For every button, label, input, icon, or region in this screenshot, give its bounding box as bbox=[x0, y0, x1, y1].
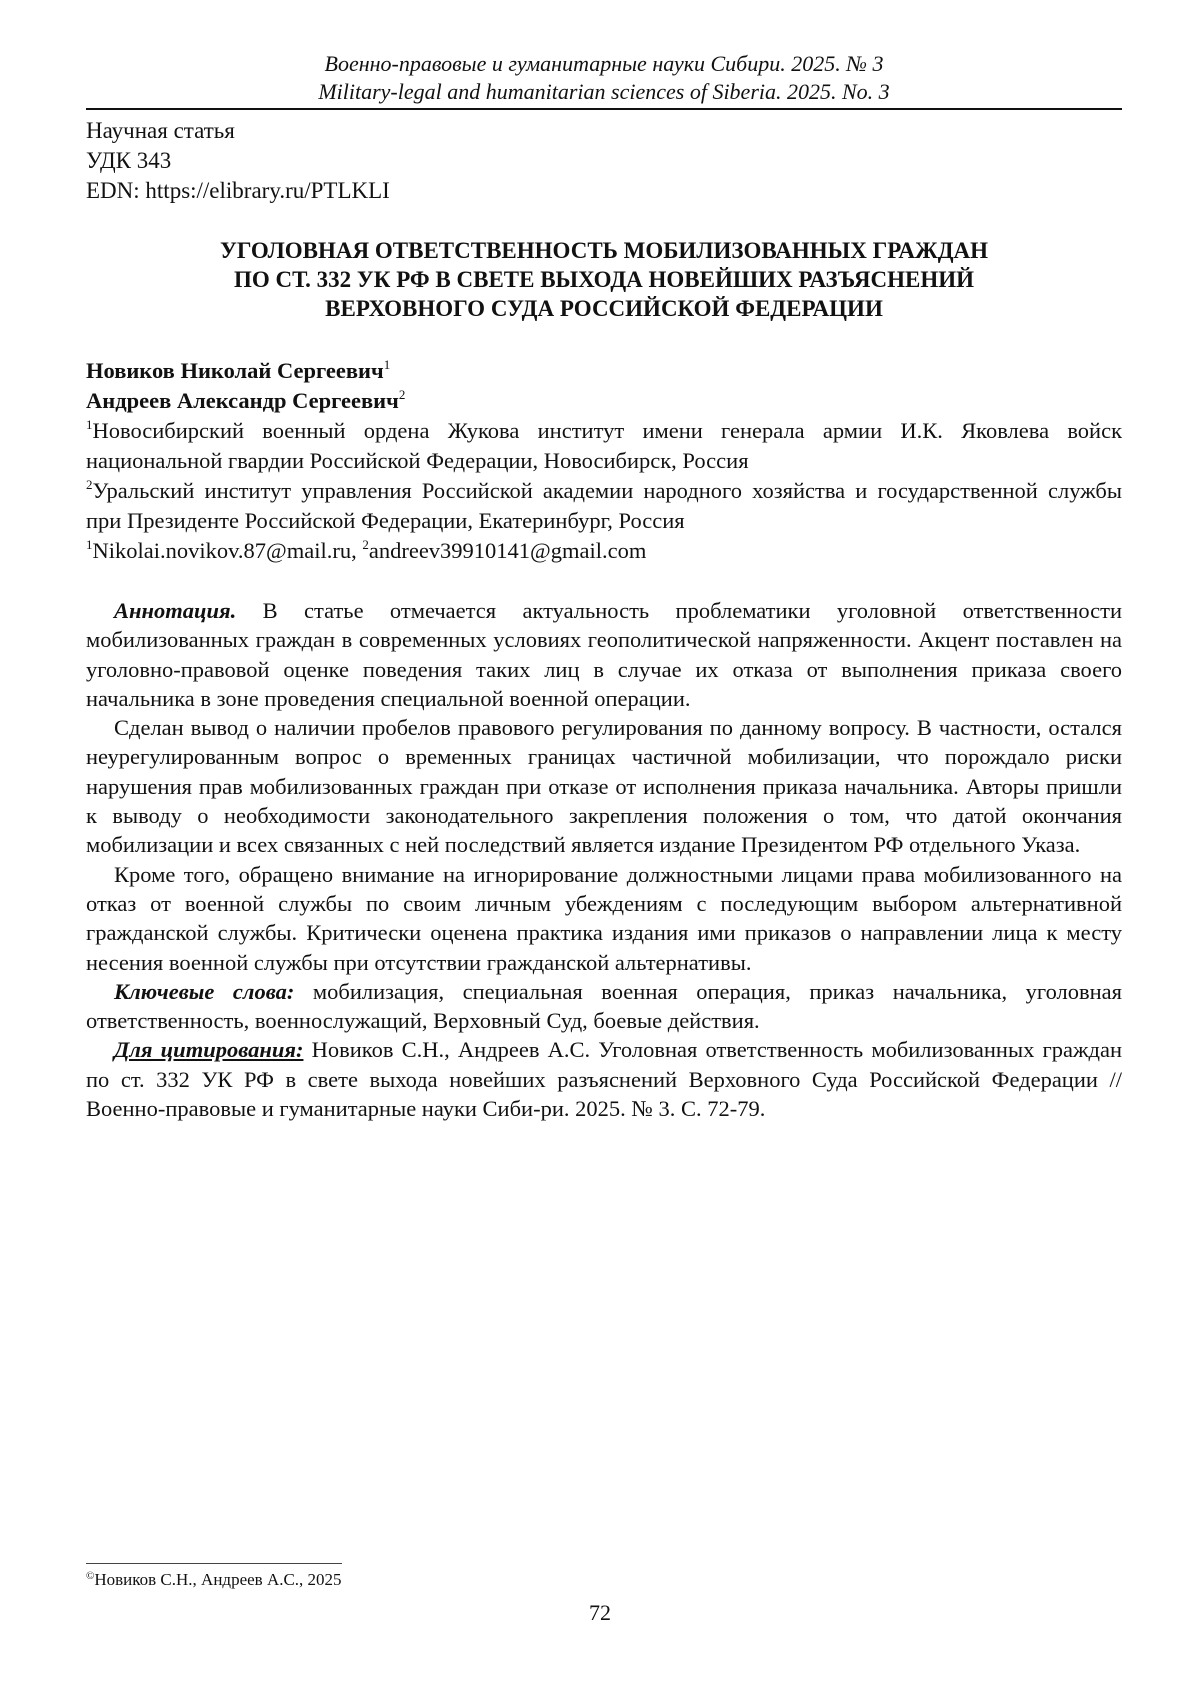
citation-label: Для цитирования: bbox=[114, 1037, 304, 1063]
abstract-section bbox=[86, 596, 1122, 1123]
affiliation-text: Уральский институт управления Российской академии народного хозяйства и государственной службы при Президенте Российской Федерации, Екатеринбург, Россия bbox=[86, 478, 1122, 533]
page-number: 72 bbox=[589, 1600, 611, 1625]
author-name: Андреев Александр Сергеевич bbox=[86, 388, 399, 413]
author-name: Новиков Николай Сергеевич bbox=[86, 358, 384, 383]
affiliation-mark: 1 bbox=[86, 417, 93, 432]
abstract-paragraph: Сделан вывод о наличии пробелов правового регулирования по данному вопросу. В частности, остался неурегулированным вопрос о временных границах частичной мобилизации, что порождало риски нарушения прав мобилизованных граждан при отказе от исполнения приказа начальника. Авторы пришли к выводу о необходимости законодательного закрепления положения о том, что датой окончания мобилизации и всех связанных с ней последствий является издание Президентом РФ отдельного Указа. bbox=[86, 715, 1122, 858]
emails-line bbox=[86, 536, 1122, 566]
keywords-paragraph bbox=[86, 977, 1122, 1036]
email-mark: 2 bbox=[362, 537, 369, 552]
title-line: ВЕРХОВНОГО СУДА РОССИЙСКОЙ ФЕДЕРАЦИИ bbox=[325, 296, 883, 321]
affiliation-mark: 2 bbox=[86, 477, 93, 492]
keywords-label: Ключевые слова: bbox=[114, 978, 295, 1004]
email-separator: , bbox=[351, 538, 363, 563]
article-type: Научная статья bbox=[86, 118, 235, 143]
author-line bbox=[86, 356, 1122, 386]
title-line: ПО СТ. 332 УК РФ В СВЕТЕ ВЫХОДА НОВЕЙШИХ РАЗЪЯСНЕНИЙ bbox=[234, 267, 974, 292]
copyright-mark: © bbox=[86, 1570, 95, 1582]
keywords-text: мобилизация, специальная военная операция, приказ начальника, уголовная ответственность, военнослужащий, Верховный Суд, боевые действия. bbox=[86, 978, 1123, 1034]
copyright-footnote bbox=[86, 1569, 342, 1591]
author-mark: 2 bbox=[398, 387, 406, 402]
abstract-paragraph bbox=[86, 596, 1122, 713]
running-head-ru: Военно-правовые и гуманитарные науки Сибири. 2025. № 3 bbox=[324, 51, 884, 76]
udc-code: УДК 343 bbox=[86, 148, 172, 173]
copyright-text: Новиков С.Н., Андреев А.С., 2025 bbox=[94, 1570, 342, 1589]
running-head-en: Military-legal and humanitarian sciences of Siberia. 2025. No. 3 bbox=[318, 79, 890, 104]
author-mark: 1 bbox=[383, 357, 391, 372]
authors-block bbox=[86, 356, 1122, 566]
citation-text: Новиков С.Н., Андреев А.С. Уголовная ответственность мобилизованных граждан по ст. 332 УК РФ в свете выхода новейших разъяснений Верховного Суда Российской Федерации // Военно-правовые и гуманитарные науки Сиби-ри. 2025. № 3. С. 72-79. bbox=[86, 1037, 1122, 1122]
article-title bbox=[86, 236, 1122, 323]
author-line bbox=[86, 386, 1122, 416]
email-link[interactable]: andreev39910141@gmail.com bbox=[368, 538, 647, 563]
abstract-paragraph: Кроме того, обращено внимание на игнорирование должностными лицами права мобилизованного на отказ от военной службы по своим личным убеждениям с последующим выбором альтернативной гражданской службы. Критически оценена практика издания ими приказов о направлении лица к месту несения военной службы при отсутствии гражданской альтернативы. bbox=[86, 861, 1122, 975]
title-line: УГОЛОВНАЯ ОТВЕТСТВЕННОСТЬ МОБИЛИЗОВАННЫХ ГРАЖДАН bbox=[219, 238, 989, 263]
running-head bbox=[86, 50, 1122, 106]
header-divider bbox=[86, 108, 1122, 110]
article-meta bbox=[86, 116, 390, 206]
email-link[interactable]: Nikolai.novikov.87@mail.ru bbox=[92, 538, 352, 563]
affiliation bbox=[86, 416, 1122, 476]
email-mark: 1 bbox=[86, 537, 93, 552]
citation-paragraph bbox=[86, 1035, 1122, 1123]
edn-link[interactable]: EDN: https://elibrary.ru/PTLKLI bbox=[86, 178, 390, 203]
abstract-label: Аннотация. bbox=[114, 598, 237, 623]
affiliation-text: Новосибирский военный ордена Жукова институт имени генерала армии И.К. Яковлева войск национальной гвардии Российской Федерации, Новосибирск, Россия bbox=[86, 418, 1122, 473]
affiliation bbox=[86, 476, 1122, 536]
footnote-divider bbox=[86, 1563, 342, 1564]
abstract-text: В статье отмечается актуальность проблематики уголовной ответственности мобилизованных граждан в современных условиях геополитической напряженности. Акцент поставлен на уголовно-правовой оценке поведения таких лиц в случае их отказа от выполнения приказа своего начальника в зоне проведения специальной военной операции. bbox=[86, 598, 1122, 711]
